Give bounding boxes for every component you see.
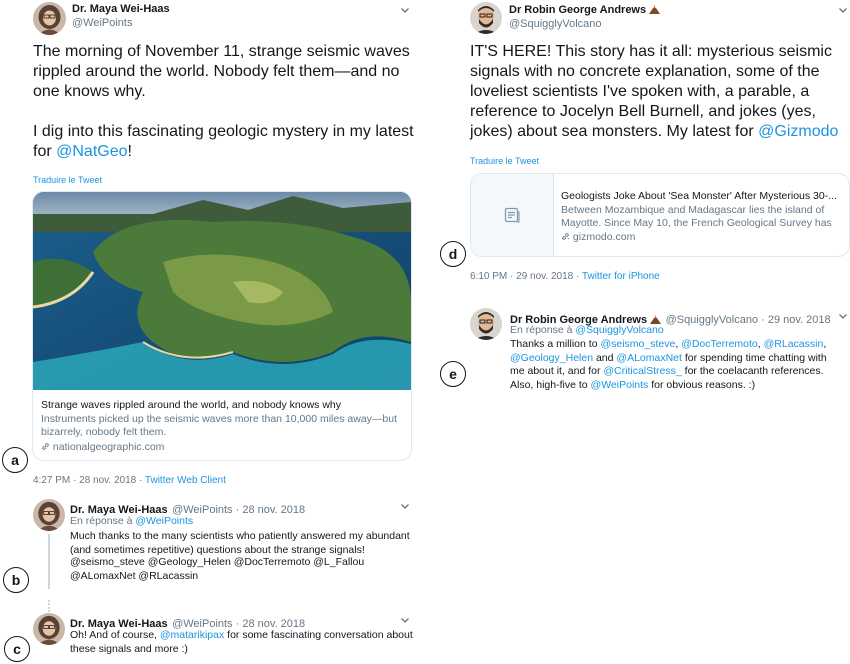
tweet-text: Thanks a million to @seismo_steve, @DocTerremoto, @RLacassin, @Geology_Helen and @ALomaxNet for spending time chatting with me about it, and for @CriticalStress_ for the coelacanth references. Also, high-five to @WeiPoints for obvious reasons. :): [510, 338, 827, 391]
card-domain: nationalgeographic.com: [41, 441, 164, 453]
thread-line: [48, 600, 50, 612]
tweet-text-2: I dig into this fascinating geologic mystery in my latest for @NatGeo!: [33, 123, 414, 160]
link-icon: [561, 232, 570, 241]
card-description: Between Mozambique and Madagascar lies the island of Mayotte. Since May 10, the French Geological Survey has ...: [561, 204, 832, 242]
chevron-down-icon[interactable]: [400, 5, 410, 15]
link-icon: [41, 442, 50, 451]
card-title: Geologists Joke About 'Sea Monster' After Mysterious 30-...: [561, 190, 837, 202]
avatar[interactable]: [33, 499, 65, 531]
author-handle-date[interactable]: @WeiPoints · 28 nov. 2018: [172, 618, 306, 630]
card-image: [33, 192, 411, 390]
avatar[interactable]: [470, 308, 502, 340]
card-title: Strange waves rippled around the world, and nobody knows why: [41, 399, 342, 411]
tweet-timestamp[interactable]: 4:27 PM · 28 nov. 2018 · Twitter Web Client: [33, 475, 226, 486]
card-placeholder: [471, 174, 554, 256]
link-card[interactable]: [470, 173, 850, 257]
avatar[interactable]: [470, 2, 502, 34]
mention-link[interactable]: @DocTerremoto: [681, 338, 758, 350]
chevron-down-icon[interactable]: [400, 501, 410, 511]
reply-context: En réponse à @SquigglyVolcano: [510, 324, 664, 336]
chevron-down-icon[interactable]: [400, 615, 410, 625]
document-icon: [503, 206, 521, 224]
mention-link[interactable]: @CriticalStress_: [603, 365, 682, 377]
author-name[interactable]: Dr. Maya Wei-Haas: [70, 618, 168, 630]
mention-link[interactable]: @WeiPoints: [590, 378, 649, 391]
mention-link[interactable]: @Geology_Helen: [510, 351, 594, 364]
tweet-timestamp[interactable]: 6:10 PM · 29 nov. 2018 · Twitter for iPhone: [470, 271, 660, 282]
mention-link[interactable]: @ALomaxNet: [616, 351, 682, 364]
client-link[interactable]: Twitter for iPhone: [581, 271, 660, 282]
tweet-text: Much thanks to the many scientists who patiently answered my abundant (and sometimes repetitive) questions about the strange signals!: [70, 530, 410, 556]
label-e: e: [440, 361, 466, 387]
author-name[interactable]: Dr Robin George Andrews: [510, 314, 648, 326]
card-description: Instruments picked up the seismic waves more than 10,000 miles away—but bizarrely, nobody felt them.: [41, 413, 398, 438]
reply-to-link[interactable]: @SquigglyVolcano: [575, 324, 664, 336]
volcano-emoji-icon: [649, 5, 660, 14]
reply-to-link[interactable]: @WeiPoints: [135, 515, 194, 527]
author-handle-date[interactable]: @SquigglyVolcano · 29 nov. 2018: [665, 314, 831, 326]
mention-link[interactable]: @RLacassin: [763, 338, 824, 350]
author-handle[interactable]: @SquigglyVolcano: [509, 18, 602, 30]
author-name[interactable]: Dr. Maya Wei-Haas: [70, 504, 168, 516]
reply-context: En réponse à @WeiPoints: [70, 515, 194, 527]
avatar[interactable]: [33, 2, 66, 35]
mention-link[interactable]: @matarikipax: [159, 629, 225, 641]
label-b: b: [3, 567, 29, 593]
client-link[interactable]: Twitter Web Client: [144, 475, 226, 486]
translate-link[interactable]: Traduire le Tweet: [33, 175, 103, 185]
chevron-down-icon[interactable]: [838, 311, 848, 321]
label-a: a: [2, 447, 28, 473]
mentions-text[interactable]: @seismo_steve @Geology_Helen @DocTerremoto @L_Fallou @ALomaxNet @RLacassin: [70, 556, 365, 582]
card-domain: gizmodo.com: [561, 231, 635, 243]
label-c: c: [4, 636, 30, 662]
mention-link[interactable]: @NatGeo: [56, 143, 128, 160]
link-card[interactable]: [32, 191, 412, 461]
tweet-text: Oh! And of course, @matarikipax for some fascinating conversation about these signals and more :): [70, 629, 413, 655]
mention-link[interactable]: @Gizmodo: [758, 123, 839, 140]
avatar[interactable]: [33, 613, 65, 645]
volcano-emoji-icon: [650, 315, 661, 324]
mention-link[interactable]: @seismo_steve: [600, 338, 676, 350]
tweet-text: IT'S HERE! This story has it all: mysterious seismic signals with no concrete explanation, some of the loveliest scientists I've spoken with, a parable, a reference to Jocelyn Bell Burnell, and jokes (yes, jokes) about sea monsters. My latest for @Gizmodo: [470, 43, 839, 140]
author-handle[interactable]: @WeiPoints: [72, 17, 133, 29]
author-handle-date[interactable]: @WeiPoints · 28 nov. 2018: [172, 504, 306, 516]
author-name[interactable]: Dr Robin George Andrews: [509, 4, 660, 16]
thread-line: [48, 534, 50, 589]
author-name[interactable]: Dr. Maya Wei-Haas: [72, 3, 170, 15]
tweet-text: The morning of November 11, strange seismic waves rippled around the world. Nobody felt them—and no one knows why.: [33, 43, 410, 100]
label-d: d: [440, 241, 466, 267]
translate-link[interactable]: Traduire le Tweet: [470, 156, 540, 166]
chevron-down-icon[interactable]: [838, 5, 848, 15]
